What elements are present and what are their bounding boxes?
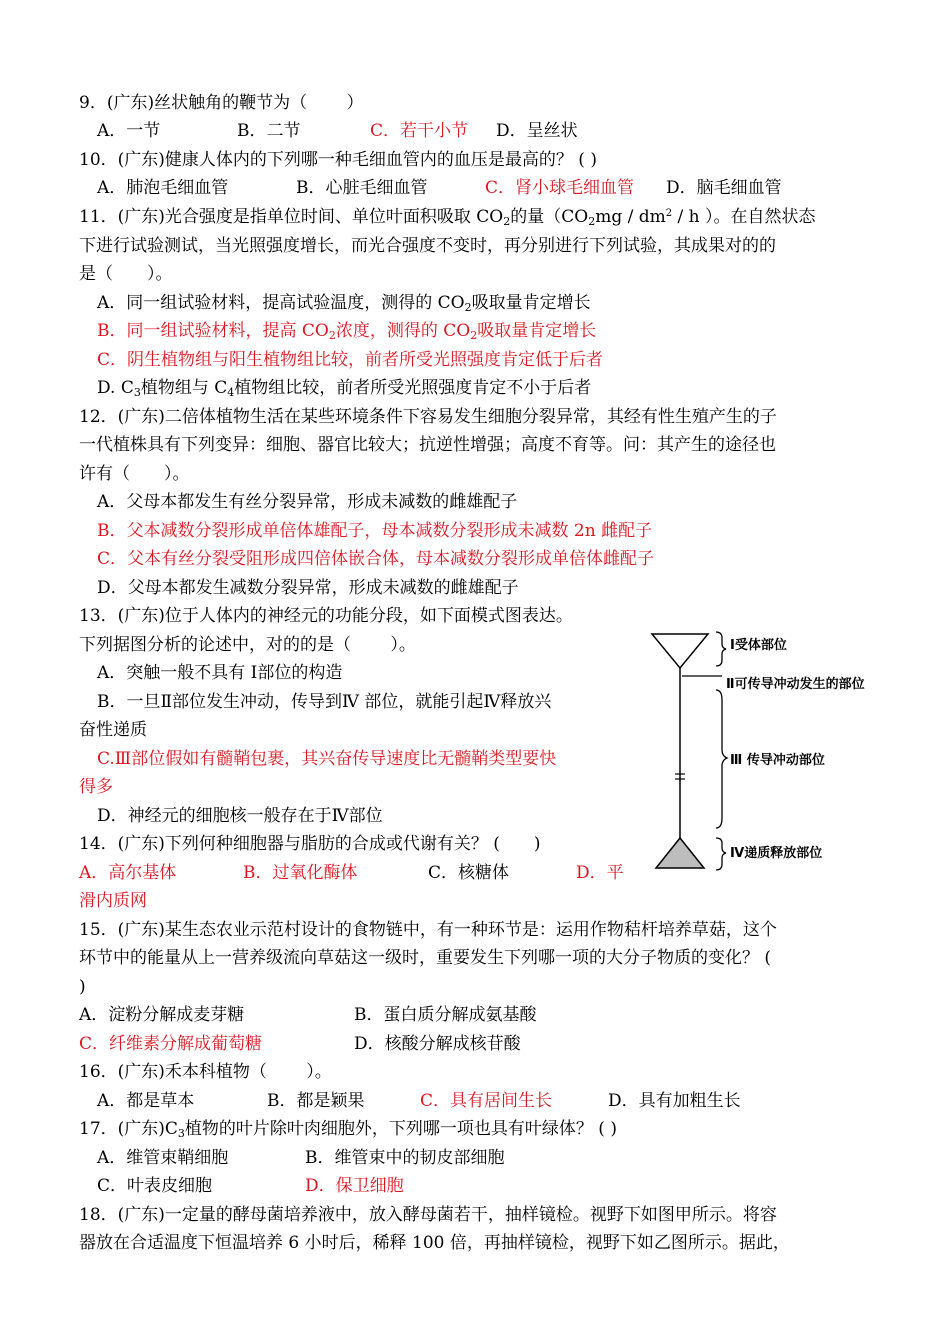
q15-stem-line2: 环节中的能量从上一营养级流向草菇这一级时，重要发生下列哪一项的大分子物质的变化？ (: [79, 948, 772, 968]
q13-option-a: A．突触一般不具有 Ⅰ部位的构造: [97, 663, 343, 683]
q12-option-d: D．父母本都发生减数分裂异常，形成未减数的雌雄配子: [97, 578, 519, 598]
q17-stem: 17．(广东)$C_3$植物的叶片除叶肉细胞外，下列哪一项也具有叶绿体？ ( ): [79, 1119, 617, 1140]
q14-option-a-answer: A．高尔基体: [79, 863, 177, 883]
bracket-1: [716, 632, 726, 666]
q14-option-d-answer-line1: D．平: [576, 863, 624, 883]
bracket-3: [716, 690, 727, 828]
q11-option-c-answer: C．阴生植物组与阳生植物组比较，前者所受光照强度肯定低于后者: [97, 350, 604, 370]
q11-option-b-answer: B．同一组试验材料，提高 $CO_2$浓度，测得的 $CO_2$吸取量肯定增长: [97, 321, 597, 342]
terminal-cone-shape: [656, 838, 704, 868]
q12-stem-line2: 一代植株具有下列变异：细胞、器官比较大；抗逆性增强；高度不育等。问：其产生的途径也: [79, 435, 776, 455]
bracket-4: [716, 838, 726, 870]
q18-stem-line2: 器放在合适温度下恒温培养 6 小时后，稀释 100 倍，再抽样镜检，视野下如乙图所示。据此，: [79, 1233, 790, 1253]
q11-option-a: A．同一组试验材料，提高试验温度，测得的 $CO_2$吸取量肯定增长: [97, 293, 591, 314]
q14-option-c: C．核糖体: [428, 863, 510, 883]
q10-option-b: B．心脏毛细血管: [296, 178, 428, 198]
q10-stem: 10．(广东)健康人体内的下列哪一种毛细血管内的血压是最高的？ ( ): [79, 150, 597, 170]
q10-option-d: D．脑毛细血管: [666, 178, 782, 198]
q13-option-b-line2: 奋性递质: [79, 720, 147, 740]
diagram-label-3: Ⅲ 传导冲动部位: [730, 753, 825, 768]
q12-option-a: A．父母本都发生有丝分裂异常，形成未减数的雌雄配子: [97, 492, 518, 512]
diagram-label-2: Ⅱ可传导冲动发生的部位: [726, 677, 865, 692]
neuron-diagram-svg: [650, 628, 910, 878]
q15-option-a: A．淀粉分解成麦芽糖: [79, 1005, 245, 1025]
q13-option-d: D．神经元的细胞核一般存在于Ⅳ部位: [97, 806, 383, 826]
q13-option-c-answer-line2: 得多: [79, 777, 113, 797]
q11-option-d: D. $C_3$植物组与 $C_4$植物组比较，前者所受光照强度肯定不小于后者: [97, 378, 592, 399]
q9-option-c-answer: C．若干小节: [370, 121, 469, 141]
q16-option-a: A．都是草本: [97, 1091, 195, 1111]
q9-option-d: D．呈丝状: [496, 121, 578, 141]
q13-option-b-line1: B．一旦Ⅱ部位发生冲动，传导到Ⅳ 部位，就能引起Ⅳ释放兴: [97, 692, 552, 712]
diagram-label-4: Ⅳ递质释放部位: [730, 846, 823, 861]
q13-option-c-answer-line1: C.Ⅲ部位假如有髓鞘包裹，其兴奋传导速度比无髓鞘类型要快: [97, 749, 557, 769]
q12-option-c-answer: C．父本有丝分裂受阻形成四倍体嵌合体，母本减数分裂形成单倍体雌配子: [97, 549, 655, 569]
q17-option-b: B．维管束中的韧皮部细胞: [305, 1148, 505, 1168]
q9-stem: 9．(广东)丝状触角的鞭节为（ ）: [79, 93, 364, 113]
q17-option-d-answer: D．保卫细胞: [305, 1176, 404, 1196]
q10-option-c-answer: C．肾小球毛细血管: [485, 178, 635, 198]
q17-option-c: C．叶表皮细胞: [97, 1176, 213, 1196]
q18-stem-line1: 18．(广东)一定量的酵母菌培养液中，放入酵母菌若干，抽样镜检。视野下如图甲所示。将容: [79, 1205, 777, 1225]
q16-option-b: B．都是颖果: [267, 1091, 365, 1111]
q17-option-a: A．维管束鞘细胞: [97, 1148, 229, 1168]
neuron-diagram: [650, 628, 910, 878]
q10-option-a: A．肺泡毛细血管: [97, 178, 229, 198]
q14-option-b-answer: B．过氧化酶体: [243, 863, 358, 883]
q13-stem-line2: 下列据图分析的论述中，对的的是（ ）。: [79, 635, 416, 655]
q15-option-b: B．蛋白质分解成氨基酸: [354, 1005, 537, 1025]
q9-option-a: A．一节: [97, 121, 161, 141]
q11-stem-line3: 是（ ）。: [79, 264, 173, 284]
q15-option-d: D．核酸分解成核苷酸: [354, 1034, 521, 1054]
diagram-label-1: Ⅰ受体部位: [730, 638, 787, 653]
q11-stem-line2: 下进行试验测试，当光照强度增长，而光合强度不变时，再分别进行下列试验，其成果对的的: [79, 236, 776, 256]
q11-stem-line1: 11．(广东)光合强度是指单位时间、单位叶面积吸取 $CO_2$的量（$CO_2mg / dm^2$ / h ）。在自然状态: [79, 207, 816, 228]
receptor-funnel-shape: [652, 634, 708, 668]
q14-stem: 14．(广东)下列何种细胞器与脂肪的合成或代谢有关？ ( ): [79, 834, 541, 854]
q9-option-b: B．二节: [237, 121, 301, 141]
q12-stem-line1: 12．(广东)二倍体植物生活在某些环境条件下容易发生细胞分裂异常，其经有性生殖产生的子: [79, 407, 777, 427]
q16-stem: 16．(广东)禾本科植物（ ）。: [79, 1062, 332, 1082]
q13-stem-line1: 13．(广东)位于人体内的神经元的功能分段，如下面模式图表达。: [79, 606, 573, 626]
q14-option-d-answer-line2: 滑内质网: [79, 891, 147, 911]
q16-option-c-answer: C．具有居间生长: [420, 1091, 553, 1111]
q12-stem-line3: 许有（ ）。: [79, 464, 190, 484]
q15-option-c-answer: C．纤维素分解成葡萄糖: [79, 1034, 263, 1054]
q15-stem-line1: 15．(广东)某生态农业示范村设计的食物链中，有一种环节是：运用作物秸杆培养草菇，这个: [79, 920, 777, 940]
q16-option-d: D．具有加粗生长: [608, 1091, 741, 1111]
q12-option-b-answer: B．父本减数分裂形成单倍体雄配子，母本减数分裂形成未减数 2n 雌配子: [97, 521, 653, 541]
q15-stem-line3: ): [79, 977, 86, 997]
